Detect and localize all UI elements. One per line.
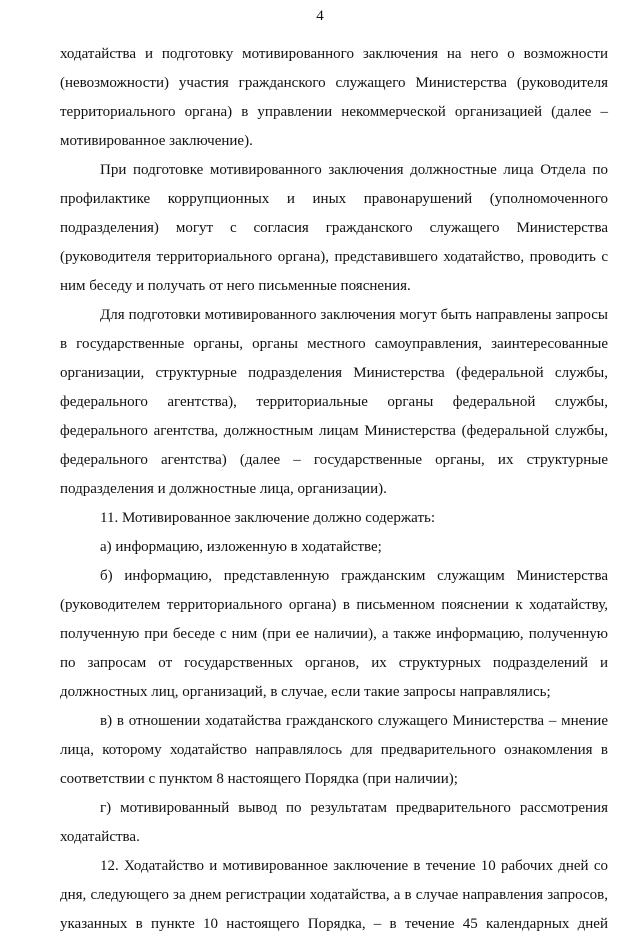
- paragraph-item-11v: в) в отношении ходатайства гражданского служащего Министерства – мнение лица, которому ходатайство направлялось для предварительного ознакомления в соответствии с пунктом 8 настоящего Порядка (при наличии);: [60, 713, 608, 787]
- paragraph-preparation: При подготовке мотивированного заключения должностные лица Отдела по профилактике коррупционных и иных правонарушений (уполномоченного подразделения) могут с согласия гражданского служащего Министерства (руководителя территориального органа), представившего ходатайство, проводить с ним беседу и получать от него письменные пояснения.: [60, 162, 608, 294]
- paragraph-requests: Для подготовки мотивированного заключения могут быть направлены запросы в государственные органы, органы местного самоуправления, заинтересованные организации, структурные подразделения Министерства (федеральной службы, федерального агентства), территориальные органы федеральной службы, федерального агентства, должностным лицам Министерства (федеральной службы, федерального агентства) (далее – государственные органы, их структурные подразделения и должностные лица, организации).: [60, 307, 608, 497]
- paragraph-item-11b: б) информацию, представленную гражданским служащим Министерства (руководителем территориального органа) в письменном пояснении к ходатайству, полученную при беседе с ним (при ее наличии), а также информацию, полученную по запросам от государственных органов, их структурных подразделений и должностных лиц, организаций, в случае, если такие запросы направлялись;: [60, 568, 608, 700]
- paragraph-continuation: ходатайства и подготовку мотивированного заключения на него о возможности (невозможности) участия гражданского служащего Министерства (руководителя территориального органа) в управлении некоммерческой организацией (далее – мотивированное заключение).: [60, 46, 608, 149]
- paragraph-item-11a: а) информацию, изложенную в ходатайстве;: [100, 539, 382, 555]
- paragraph-item-11: 11. Мотивированное заключение должно содержать:: [100, 510, 436, 526]
- page-number: 4: [316, 8, 324, 24]
- paragraph-item-11g: г) мотивированный вывод по результатам предварительного рассмотрения ходатайства.: [60, 800, 608, 845]
- paragraph-item-12: 12. Ходатайство и мотивированное заключение в течение 10 рабочих дней со дня, следующего за днем регистрации ходатайства, а в случае направления запросов, указанных в пункте 10 настоящего Порядка, – в течение 45 календарных дней: [60, 858, 608, 932]
- document-body: [60, 40, 608, 939]
